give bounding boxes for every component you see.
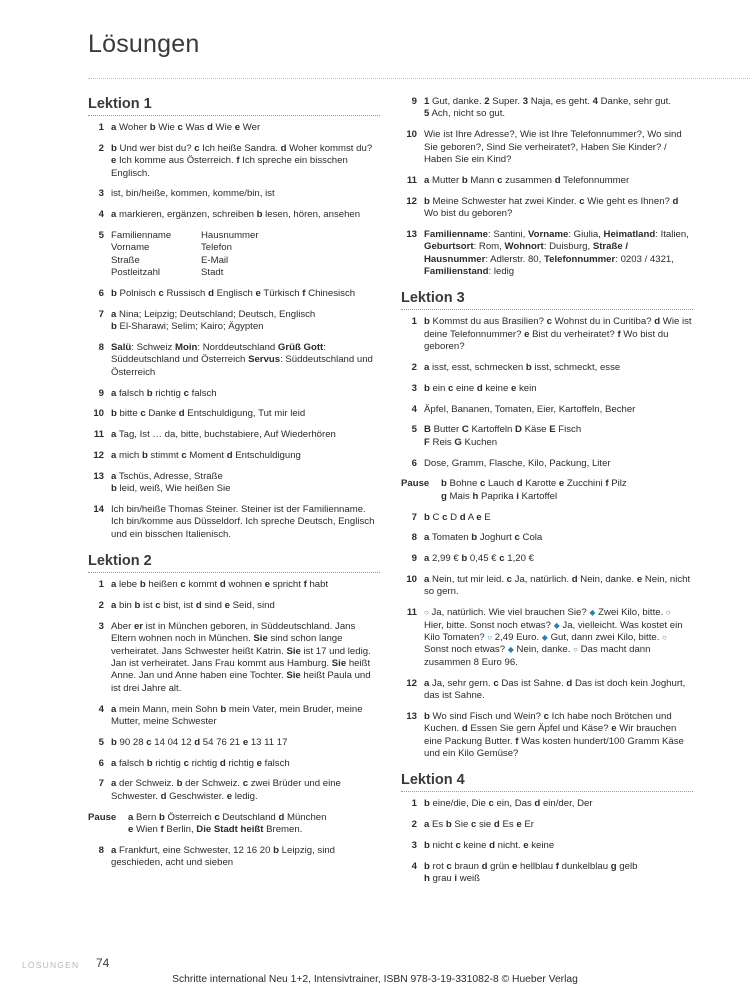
exercise-answer: a bin b ist c bist, ist d sind e Seid, sind [111, 600, 275, 612]
exercise-number: 2 [411, 819, 417, 831]
exercise-item [88, 429, 380, 441]
exercise-answer: ○ Ja, natürlich. Wie viel brauchen Sie? ◆ Zwei Kilo, bitte. ○ Hier, bitte. Sonst noch etwas? ◆ Ja, vielleicht. Was kostet ein Kilo Tomaten? ○ 2,49 Euro. ◆ Gut, dann zwei Kilo, bitte. ○ Sonst noch etwas? ◆ Nein, danke. ○ Das macht dann zusammen 8 Euro 96. [424, 607, 683, 668]
exercise-item [401, 383, 693, 395]
exercise-answer: a der Schweiz. b der Schweiz. c zwei Brüder und eine Schwester. d Geschwister. e ledig. [111, 778, 341, 802]
grid-cell: Postleitzahl [111, 267, 161, 279]
exercise-number: 7 [411, 511, 417, 523]
exercise-answer: a Ja, sehr gern. c Das ist Sahne. d Das ist doch kein Joghurt, das ist Sahne. [424, 677, 686, 702]
exercise-number: 4 [98, 209, 104, 221]
exercise-answer: 1 Gut, danke. 2 Super. 3 Naja, es geht. 4 Danke, sehr gut. 5 Ach, nicht so gut. [424, 96, 671, 120]
exercise-item [88, 579, 380, 591]
exercise-number: 1 [98, 579, 104, 591]
exercise-number: 10 [406, 574, 417, 586]
exercise-item [88, 812, 380, 837]
exercise-number: 3 [411, 840, 417, 852]
exercise-number: 1 [411, 316, 417, 328]
exercise-answer: Aber er ist in München geboren, in Süddeutschland. Jans Eltern wohnen noch in München. Sie sind schon lange verheiratet. Jans Schwester heißt Katrin. Sie ist 17 und ledig. Jan ist verheiratet. Jans Frau kommt aus Hamburg. Sie heißt Anne. Jan und Anne haben eine Tochter. Sie heißt Paula und ist drei Jahre alt. [111, 620, 371, 694]
exercise-item [88, 450, 380, 462]
exercise-answer: a Frankfurt, eine Schwester, 12 16 20 b Leipzig, sind geschieden, acht und sieben [111, 844, 336, 869]
exercise-item [88, 188, 380, 200]
lesson-4-list [401, 798, 693, 885]
grid-cell: E-Mail [201, 254, 229, 266]
exercise-answer: b eine/die, Die c ein, Das d ein/der, Der [424, 798, 593, 810]
exercise-number: 5 [98, 736, 104, 748]
exercise-number: 13 [93, 470, 104, 482]
exercise-answer: a falsch b richtig c richtig d richtig e falsch [111, 757, 290, 769]
exercise-item [88, 309, 380, 334]
exercise-item [88, 342, 380, 379]
lesson-4-heading: Lektion 4 [401, 772, 693, 792]
exercise-item [88, 471, 380, 496]
lesson-3-list [401, 316, 693, 760]
exercise-answer: a Bern b Österreich c Deutschland d München e Wien f Berlin, Die Stadt heißt Bremen. [128, 811, 327, 836]
exercise-item [401, 819, 693, 831]
exercise-number: 9 [411, 96, 417, 107]
exercise-item [88, 143, 380, 180]
exercise-number: 7 [98, 308, 104, 320]
exercise-item [401, 196, 693, 221]
exercise-answer: a Nein, tut mir leid. c Ja, natürlich. d Nein, danke. e Nein, nicht so gern. [424, 574, 691, 598]
exercise-answer: a Nina; Leipzig; Deutschland; Deutsch, Englisch b El-Sharawi; Selim; Kairo; Ägypten [111, 308, 316, 333]
title-divider [88, 78, 750, 79]
exercise-number: 11 [93, 429, 104, 441]
exercise-item [88, 758, 380, 770]
exercise-number: 9 [411, 553, 417, 565]
exercise-answer: a Tschüs, Adresse, Straße b leid, weiß, Wie heißen Sie [111, 470, 231, 495]
exercise-answer: a mein Mann, mein Sohn b mein Vater, mein Bruder, meine Mutter, meine Schwester [111, 703, 363, 728]
exercise-answer: b nicht c keine d nicht. e keine [424, 840, 555, 852]
grid-cell: Familienname [111, 230, 172, 241]
exercise-number: 8 [98, 342, 104, 354]
exercise-item [401, 316, 693, 353]
exercise-item [401, 478, 693, 503]
exercise-item [88, 845, 380, 870]
exercise-item [88, 600, 380, 612]
exercise-item [401, 553, 693, 565]
exercise-answer: a isst, esst, schmecken b isst, schmeckt, esse [424, 362, 621, 374]
exercise-number: 1 [98, 122, 104, 133]
grid-cell: Telefon [201, 242, 232, 254]
exercise-number: 4 [411, 860, 417, 872]
lesson-1-heading: Lektion 1 [88, 96, 380, 116]
exercise-item [401, 574, 693, 599]
exercise-number: Pause [401, 478, 430, 490]
exercise-number: 1 [411, 798, 417, 810]
exercise-answer: Wie ist Ihre Adresse?, Wie ist Ihre Telefonnummer?, Wo sind Sie geboren?, Sind Sie verheiratet?, Haben Sie Kinder? / Haben Sie ein Kind? [424, 129, 682, 166]
exercise-number: 3 [411, 382, 417, 394]
exercise-item [401, 362, 693, 374]
exercise-answer: Dose, Gramm, Flasche, Kilo, Packung, Liter [424, 457, 611, 469]
page-title: Lösungen [88, 30, 200, 58]
exercise-item [88, 737, 380, 749]
exercise-item [88, 704, 380, 729]
exercise-item [401, 229, 693, 279]
exercise-number: 11 [406, 174, 417, 186]
exercise-number: 11 [406, 607, 417, 619]
exercise-item [88, 621, 380, 695]
exercise-answer: a Mutter b Mann c zusammen d Telefonnummer [424, 174, 630, 186]
exercise-item [88, 504, 380, 541]
exercise-answer: b Bohne c Lauch d Karotte e Zucchini f Pilz g Mais h Paprika i Kartoffel [441, 478, 627, 502]
exercise-number: 12 [93, 450, 104, 462]
exercise-number: 8 [98, 844, 104, 856]
exercise-answer: a falsch b richtig c falsch [111, 387, 217, 399]
exercise-item [88, 230, 380, 280]
exercise-answer: a Tag, Ist … da, bitte, buchstabiere, Auf Wiederhören [111, 429, 336, 441]
exercise-item [401, 512, 693, 524]
exercise-answer: b Kommst du aus Brasilien? c Wohnst du in Curitiba? d Wie ist deine Telefonnummer? e Bist du verheiratet? f Wo bist du geboren? [424, 316, 692, 353]
exercise-item [88, 122, 380, 134]
exercise-number: 3 [98, 620, 104, 632]
exercise-number: 5 [98, 230, 104, 241]
exercise-number: 6 [98, 757, 104, 769]
exercise-item [401, 840, 693, 852]
grid-cell: Straße [111, 254, 140, 266]
exercise-answer: a Es b Sie c sie d Es e Er [424, 819, 534, 831]
exercise-item [401, 861, 693, 886]
exercise-answer: b C c D d A e E [424, 511, 491, 523]
lesson-2-heading: Lektion 2 [88, 553, 380, 573]
exercise-number: 2 [98, 142, 104, 154]
exercise-number: 3 [98, 188, 104, 200]
copyright-line: Schritte international Neu 1+2, Intensivtrainer, ISBN 978-3-19-331082-8 © Hueber Verlag [172, 974, 578, 985]
exercise-item [401, 678, 693, 703]
lesson-1-list [88, 122, 380, 541]
exercise-answer [111, 230, 380, 280]
exercise-item [88, 388, 380, 400]
lesson-1-continued-list [401, 96, 693, 278]
exercise-number: 8 [411, 532, 417, 544]
page-number: 74 [96, 956, 110, 970]
grid-cell: Hausnummer [201, 230, 259, 241]
exercise-answer: a 2,99 € b 0,45 € c 1,20 € [424, 553, 534, 565]
exercise-answer: ist, bin/heiße, kommen, komme/bin, ist [111, 188, 275, 200]
exercise-number: 13 [406, 710, 417, 722]
left-column [88, 96, 380, 878]
grid-cell: Stadt [201, 267, 224, 279]
exercise-answer: b Meine Schwester hat zwei Kinder. c Wie geht es Ihnen? d Wo bist du geboren? [424, 195, 679, 220]
exercise-number: 2 [411, 362, 417, 374]
exercise-number: 4 [411, 403, 417, 415]
exercise-number: 7 [98, 778, 104, 790]
exercise-number: 4 [98, 703, 104, 715]
exercise-answer: a markieren, ergänzen, schreiben b lesen, hören, ansehen [111, 209, 361, 221]
exercise-item [401, 175, 693, 187]
exercise-item [401, 424, 693, 449]
exercise-answer: b rot c braun d grün e hellblau f dunkelblau g gelb h grau i weiß [424, 860, 638, 885]
exercise-answer: b ein c eine d keine e kein [424, 382, 537, 394]
exercise-answer: a Woher b Wie c Was d Wie e Wer [111, 122, 261, 133]
exercise-item [401, 607, 693, 669]
exercise-number: 6 [98, 288, 104, 300]
exercise-item [401, 458, 693, 470]
grid-cell: Vorname [111, 242, 150, 254]
exercise-item [88, 288, 380, 300]
exercise-answer: b 90 28 c 14 04 12 d 54 76 21 e 13 11 17 [111, 736, 288, 748]
exercise-number: 12 [406, 195, 417, 207]
exercise-answer: Salü: Schweiz Moin: Norddeutschland Grüß Gott: Süddeutschland und Österreich Servus: Süddeutschland und Österreich [111, 342, 373, 378]
exercise-item [401, 96, 693, 121]
exercise-number: 2 [98, 600, 104, 612]
exercise-item [401, 404, 693, 416]
exercise-number: 12 [406, 677, 417, 689]
exercise-answer: b Polnisch c Russisch d Englisch e Türkisch f Chinesisch [111, 288, 356, 300]
exercise-answer: Familienname: Santini, Vorname: Giulia, Heimatland: Italien, Geburtsort: Rom, Wohnort: Duisburg, Straße / Hausnummer: Adlerstr. 80, Telefonnummer: 0203 / 4321, Familienstand: ledig [424, 228, 689, 278]
exercise-number: 14 [93, 504, 104, 516]
exercise-answer: b Wo sind Fisch und Wein? c Ich habe noch Brötchen und Kuchen. d Essen Sie gern Äpfel und Käse? e Wir brauchen eine Packung Butter. f Was kosten hundert/100 Gramm Käse und ein Kilo Gemüse? [424, 710, 684, 760]
right-column [401, 96, 693, 894]
footer-section-label: LÖSUNGEN [22, 960, 80, 970]
exercise-item [88, 408, 380, 420]
exercise-item [401, 532, 693, 544]
lesson-3-heading: Lektion 3 [401, 290, 693, 310]
exercise-answer: Ich bin/heiße Thomas Steiner. Steiner ist der Familienname. Ich bin/komme aus Düsseldorf. Ich spreche Deutsch, Englisch und ein bisschen Italienisch. [111, 504, 375, 540]
exercise-number: 10 [406, 129, 417, 141]
exercise-item [401, 129, 693, 166]
exercise-number: 13 [406, 228, 417, 240]
exercise-answer: b Und wer bist du? c Ich heiße Sandra. d Woher kommst du? e Ich komme aus Österreich. f Ich spreche ein bisschen Englisch. [111, 142, 373, 179]
exercise-number: 9 [98, 387, 104, 399]
exercise-item [401, 711, 693, 761]
exercise-item [88, 778, 380, 803]
exercise-item [401, 798, 693, 810]
exercise-answer: Äpfel, Bananen, Tomaten, Eier, Kartoffeln, Becher [424, 403, 636, 415]
exercise-number: 10 [93, 408, 104, 420]
exercise-answer: a Tomaten b Joghurt c Cola [424, 532, 543, 544]
exercise-number: 5 [411, 424, 417, 436]
exercise-answer: a lebe b heißen c kommt d wohnen e spricht f habt [111, 579, 329, 591]
exercise-number: 6 [411, 457, 417, 469]
lesson-2-list [88, 579, 380, 869]
exercise-number: Pause [88, 811, 117, 823]
exercise-answer: B Butter C Kartoffeln D Käse E Fisch F Reis G Kuchen [424, 424, 582, 448]
exercise-item [88, 209, 380, 221]
exercise-answer: b bitte c Danke d Entschuldigung, Tut mir leid [111, 408, 306, 420]
exercise-answer: a mich b stimmt c Moment d Entschuldigung [111, 450, 301, 462]
